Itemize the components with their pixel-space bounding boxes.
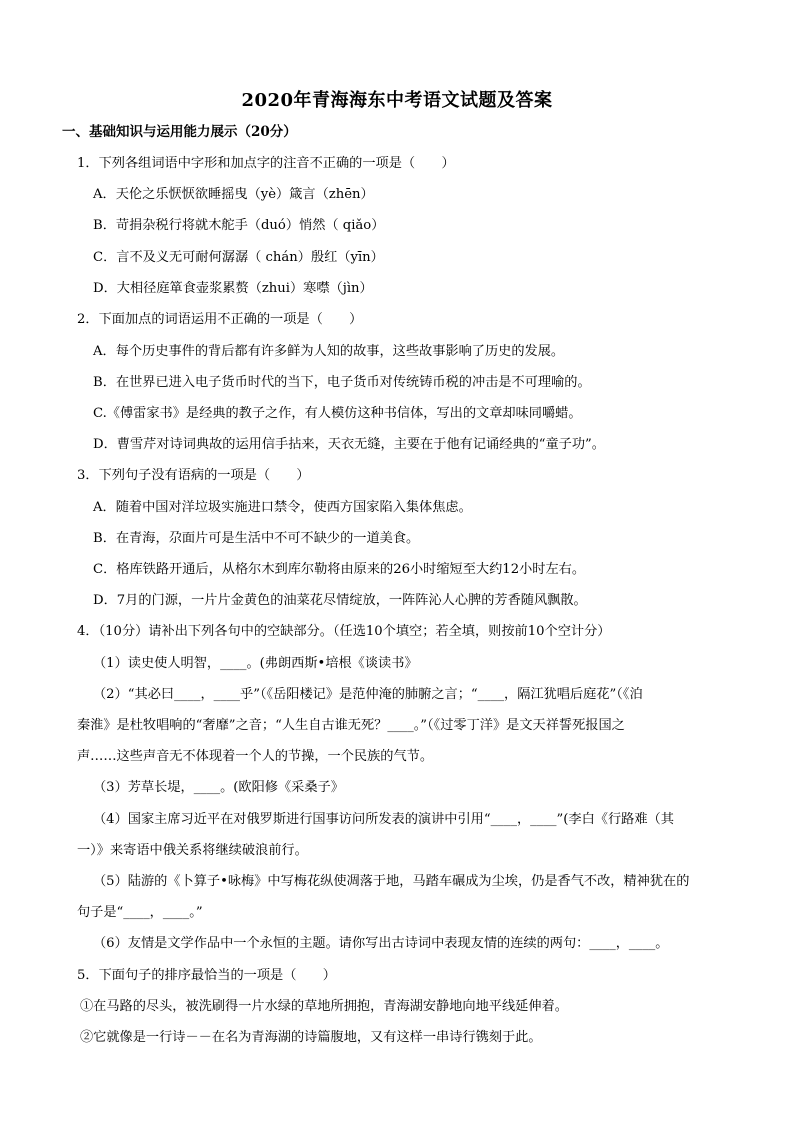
- question-4-stem: 4．（10分）请补出下列各句中的空缺部分。（任选10个填空；若全填，则按前10个空计分）: [77, 624, 611, 639]
- question-2-option-d: D．曹雪芹对诗词典故的运用信手拈来，天衣无缝，主要在于他有记诵经典的“童子功”。: [93, 437, 605, 452]
- question-3-option-d: D．7月的门源，一片片金黄色的油菜花尽情绽放，一阵阵沁人心脾的芳香随风飘散。: [93, 593, 587, 608]
- question-1-option-b: B．苛捐杂税行将就木舵手（duó）悄然（ qiǎo）: [93, 218, 385, 233]
- question-4-line-8: （5）陆游的《卜算子•咏梅》中写梅花纵使凋落于地，马踏车碾成为尘埃，仍是香气不改，精神犹在的: [93, 874, 690, 889]
- question-2-stem: 2．下面加点的词语运用不正确的一项是（ ）: [77, 312, 363, 327]
- question-5-stem: 5．下面句子的排序最恰当的一项是（ ）: [77, 968, 336, 983]
- question-4-line-10: （6）友情是文学作品中一个永恒的主题。请你写出古诗词中表现友情的连续的两句：____，____。: [93, 936, 669, 951]
- question-4-line-3: 秦淮》是杜牧唱响的“奢靡”之音；“人生自古谁无死？____。”（《过零丁洋》是文天祥誓死报国之: [77, 718, 625, 733]
- question-4-line-2: （2）“其必曰____，____乎”（《岳阳楼记》是范仲淹的肺腑之言；“____，隔江犹唱后庭花”（《泊: [93, 687, 643, 702]
- page-title: 2020年青海海东中考语文试题及答案: [241, 90, 553, 111]
- question-2-option-a: A．每个历史事件的背后都有许多鲜为人知的故事，这些故事影响了历史的发展。: [93, 344, 565, 359]
- question-1-option-c: C．言不及义无可耐何潺潺（ chán）殷红（yīn）: [93, 250, 384, 265]
- question-3-stem: 3．下列句子没有语病的一项是（ ）: [77, 468, 310, 483]
- question-4-line-9: 句子是“____，____。”: [77, 905, 203, 920]
- question-4-line-1: （1）读史使人明智，____。(弗朗西斯•培根《谈读书》: [93, 656, 418, 671]
- question-4-line-6: （4）国家主席习近平在对俄罗斯进行国事访问所发表的演讲中引用“____，____”(李白《行路难（其: [93, 812, 674, 827]
- section-heading: 一、基础知识与运用能力展示（20分）: [62, 124, 297, 140]
- question-3-option-c: C．格库铁路开通后，从格尔木到库尔勒将由原来的26小时缩短至大约12小时左右。: [93, 562, 586, 577]
- question-1-option-d: D．大相径庭箪食壶浆累赘（zhui）寒噤（jìn）: [93, 281, 373, 296]
- question-2-option-b: B．在世界已进入电子货币时代的当下，电子货币对传统铸币税的冲击是不可理喻的。: [93, 375, 591, 390]
- question-4-line-7: 一）》来寄语中俄关系将继续破浪前行。: [77, 843, 308, 858]
- question-2-option-c: C.《傅雷家书》是经典的教子之作，有人模仿这种书信体，写出的文章却味同嚼蜡。: [93, 406, 582, 421]
- question-1-option-a: A．天伦之乐恹恹欲睡摇曳（yè）箴言（zhēn）: [93, 187, 374, 202]
- question-3-option-b: B．在青海，尕面片可是生活中不可不缺少的一道美食。: [93, 531, 420, 546]
- question-5-sentence-1: ①在马路的尽头，被洗刷得一片水绿的草地所拥抱，青海湖安静地向地平线延伸着。: [80, 999, 568, 1014]
- question-3-option-a: A．随着中国对洋垃圾实施进口禁令，使西方国家陷入集体焦虑。: [93, 500, 472, 515]
- question-4-line-4: 声……这些声音无不体现着一个人的节操，一个民族的气节。: [77, 749, 434, 764]
- question-1-stem: 1．下列各组词语中字形和加点字的注音不正确的一项是（ ）: [77, 156, 455, 171]
- question-4-line-5: （3）芳草长堤，____。(欧阳修《采桑子》: [93, 780, 344, 795]
- question-5-sentence-2: ②它就像是一行诗－－在名为青海湖的诗篇腹地，又有这样一串诗行镌刻于此。: [80, 1030, 542, 1045]
